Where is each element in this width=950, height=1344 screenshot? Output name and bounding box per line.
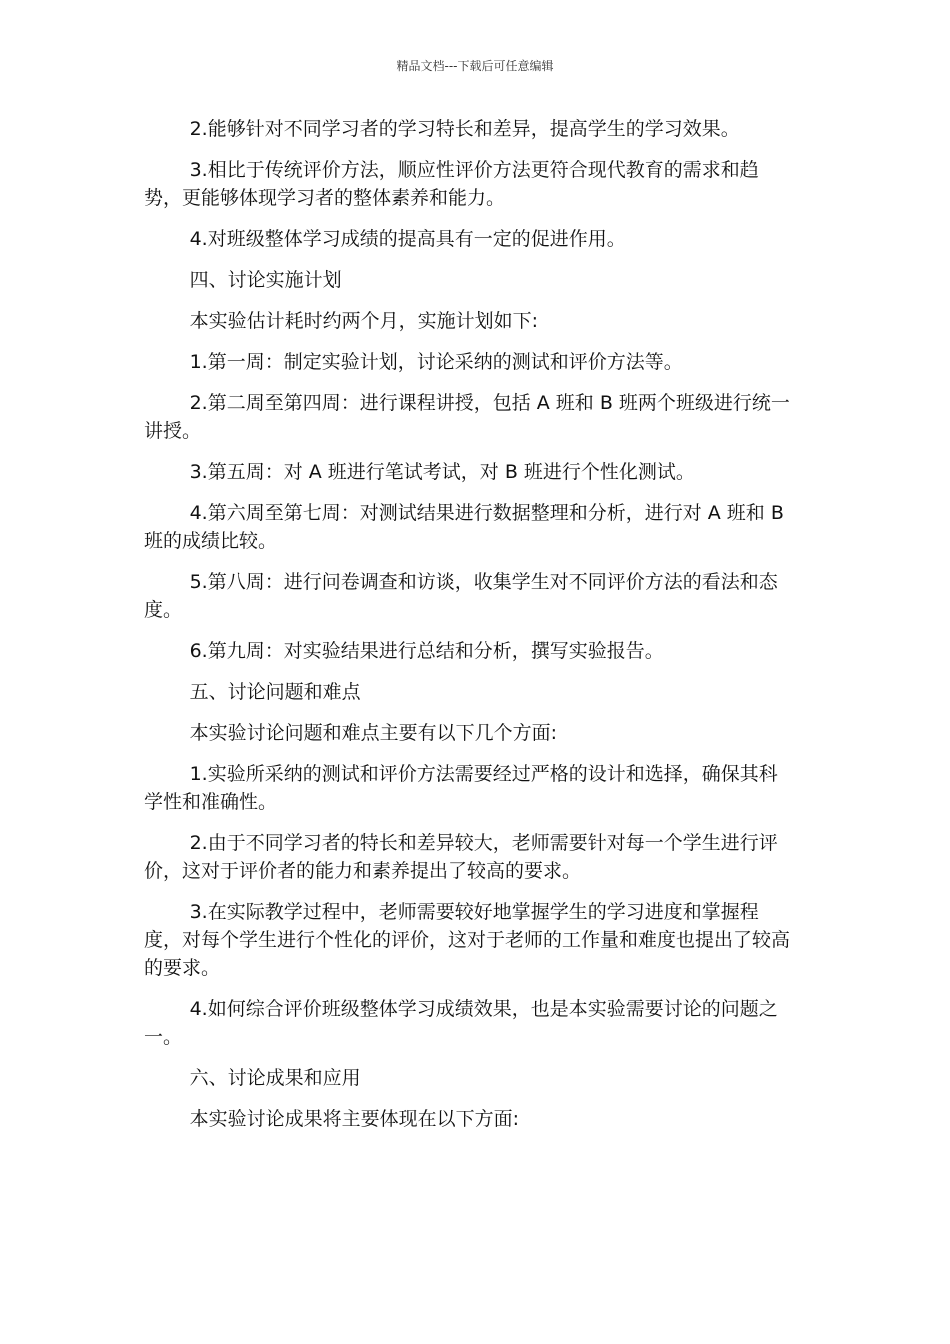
section-heading-results: 六、讨论成果和应用 [189, 1067, 361, 1089]
problem-item-3: 3.在实际教学过程中，老师需要较好地掌握学生的学习进度和掌握程度，对每个学生进行个性化的评价，这对于老师的工作量和难度也提出了较高的要求。 [144, 901, 791, 979]
results-intro: 本实验讨论成果将主要体现在以下方面: [189, 1108, 519, 1130]
list-item-effect: 2.能够针对不同学习者的学习特长和差异，提高学生的学习效果。 [189, 118, 740, 140]
problems-intro: 本实验讨论问题和难点主要有以下几个方面: [189, 722, 557, 744]
document-body [144, 115, 794, 1146]
plan-week-1: 1.第一周：制定实验计划，讨论采纳的测试和评价方法等。 [189, 351, 683, 373]
plan-week-6-7: 4.第六周至第七周：对测试结果进行数据整理和分析，进行对 A 班和 B 班的成绩比较。 [144, 502, 784, 552]
list-item-class-improvement: 4.对班级整体学习成绩的提高具有一定的促进作用。 [189, 228, 626, 250]
plan-week-8: 5.第八周：进行问卷调查和访谈，收集学生对不同评价方法的看法和态度。 [144, 571, 778, 621]
problem-item-4: 4.如何综合评价班级整体学习成绩效果，也是本实验需要讨论的问题之一。 [144, 998, 778, 1048]
page-header: 精品文档---下载后可任意编辑 [396, 59, 554, 73]
plan-week-5: 3.第五周：对 A 班进行笔试考试，对 B 班进行个性化测试。 [189, 461, 695, 483]
plan-week-2-4: 2.第二周至第四周：进行课程讲授，包括 A 班和 B 班两个班级进行统一讲授。 [144, 392, 790, 442]
section-heading-problems: 五、讨论问题和难点 [189, 681, 361, 703]
plan-intro: 本实验估计耗时约两个月，实施计划如下: [189, 310, 538, 332]
list-item-modern-needs: 3.相比于传统评价方法，顺应性评价方法更符合现代教育的需求和趋势，更能够体现学习者的整体素养和能力。 [144, 159, 759, 209]
section-heading-plan: 四、讨论实施计划 [189, 269, 342, 291]
plan-week-9: 6.第九周：对实验结果进行总结和分析，撰写实验报告。 [189, 640, 664, 662]
problem-item-1: 1.实验所采纳的测试和评价方法需要经过严格的设计和选择，确保其科学性和准确性。 [144, 763, 778, 813]
problem-item-2: 2.由于不同学习者的特长和差异较大，老师需要针对每一个学生进行评价，这对于评价者的能力和素养提出了较高的要求。 [144, 832, 778, 882]
